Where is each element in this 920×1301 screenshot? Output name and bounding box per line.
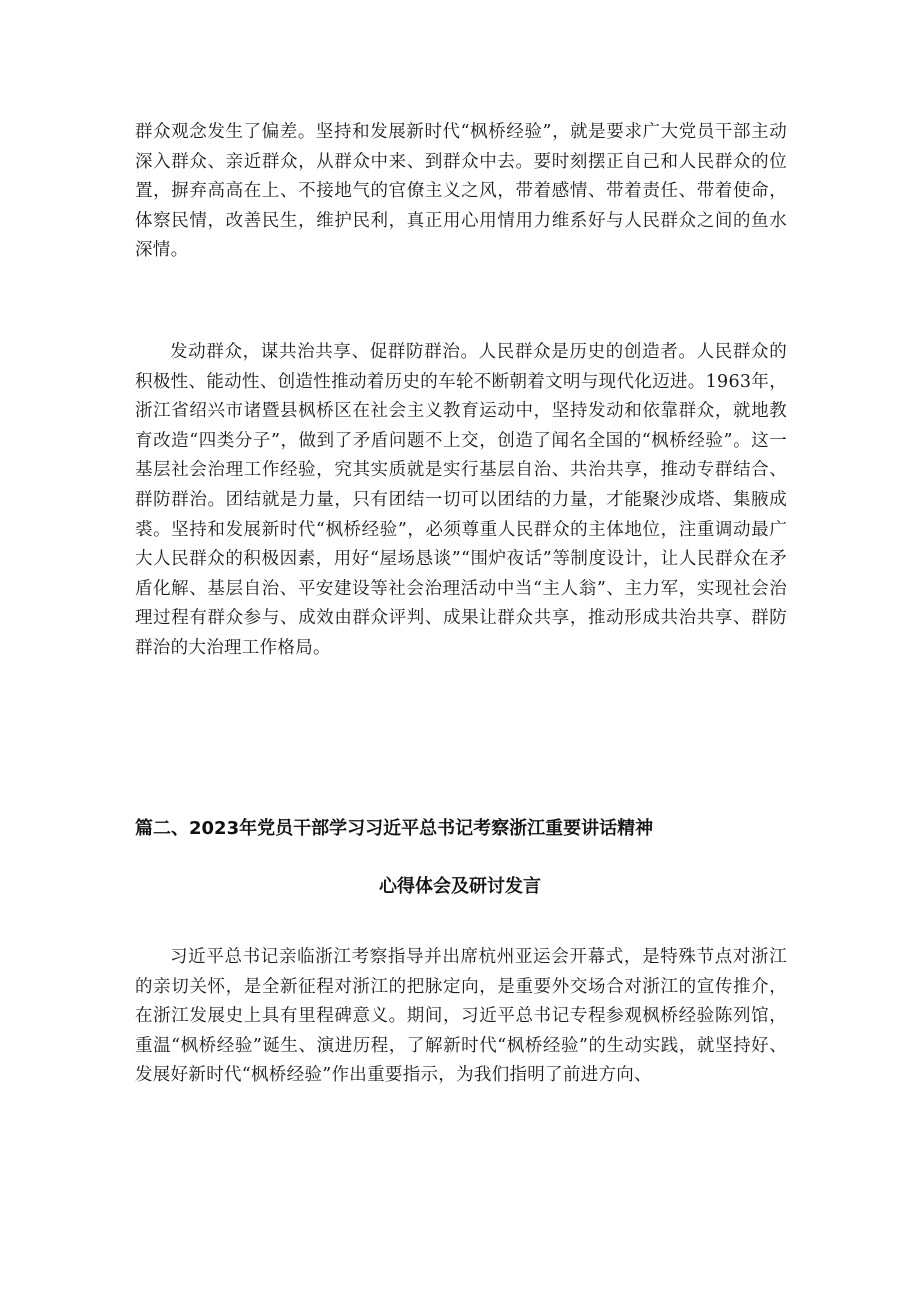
section-title-line-2: 心得体会及研讨发言	[379, 876, 541, 897]
paragraph-mobilize-masses: 发动群众，谋共治共享、促群防群治。人民群众是历史的创造者。人民群众的积极性、能动性、创造性推动着历史的车轮不断朝着文明与现代化迈进。1963年，浙江省绍兴市诸暨县枫桥区在社会主义教育运动中，坚持发动和依靠群众，就地教育改造“四类分子”，做到了矛盾问题不上交，创造了闻名全国的“枫桥经验”。这一基层社会治理工作经验，究其实质就是实行基层自治、共治共享，推动专群结合、群防群治。团结就是力量，只有团结一切可以团结的力量，才能聚沙成塔、集腋成裘。坚持和发展新时代“枫桥经验”，必须尊重人民群众的主体地位，注重调动最广大人民群众的积极因素，用好“屋场恳谈”“围炉夜话”等制度设计，让人民群众在矛盾化解、基层自治、平安建设等社会治理活动中当“主人翁”、主力军，实现社会治理过程有群众参与、成效由群众评判、成果让群众共享，推动形成共治共享、群防群治的大治理工作格局。	[135, 342, 787, 658]
section-title-line-1: 篇二、2023年党员干部学习习近平总书记考察浙江重要讲话精神	[135, 818, 654, 839]
paragraph-intro: 习近平总书记亲临浙江考察指导并出席杭州亚运会开幕式，是特殊节点对浙江的亲切关怀，是全新征程对浙江的把脉定向，是重要外交场合对浙江的宣传推介，在浙江发展史上具有里程碑意义。期间，习近平总书记专程参观枫桥经验陈列馆，重温“枫桥经验”诞生、演进历程，了解新时代“枫桥经验”的生动实践，就坚持好、发展好新时代“枫桥经验”作出重要指示，为我们指明了前进方向、	[135, 947, 787, 1086]
paragraph-continued: 群众观念发生了偏差。坚持和发展新时代“枫桥经验”，就是要求广大党员干部主动深入群众、亲近群众，从群众中来、到群众中去。要时刻摆正自己和人民群众的位置，摒弃高高在上、不接地气的官僚主义之风，带着感情、带着责任、带着使命，体察民情，改善民生，维护民利，真正用心用情用力维系好与人民群众之间的鱼水深情。	[135, 122, 787, 261]
